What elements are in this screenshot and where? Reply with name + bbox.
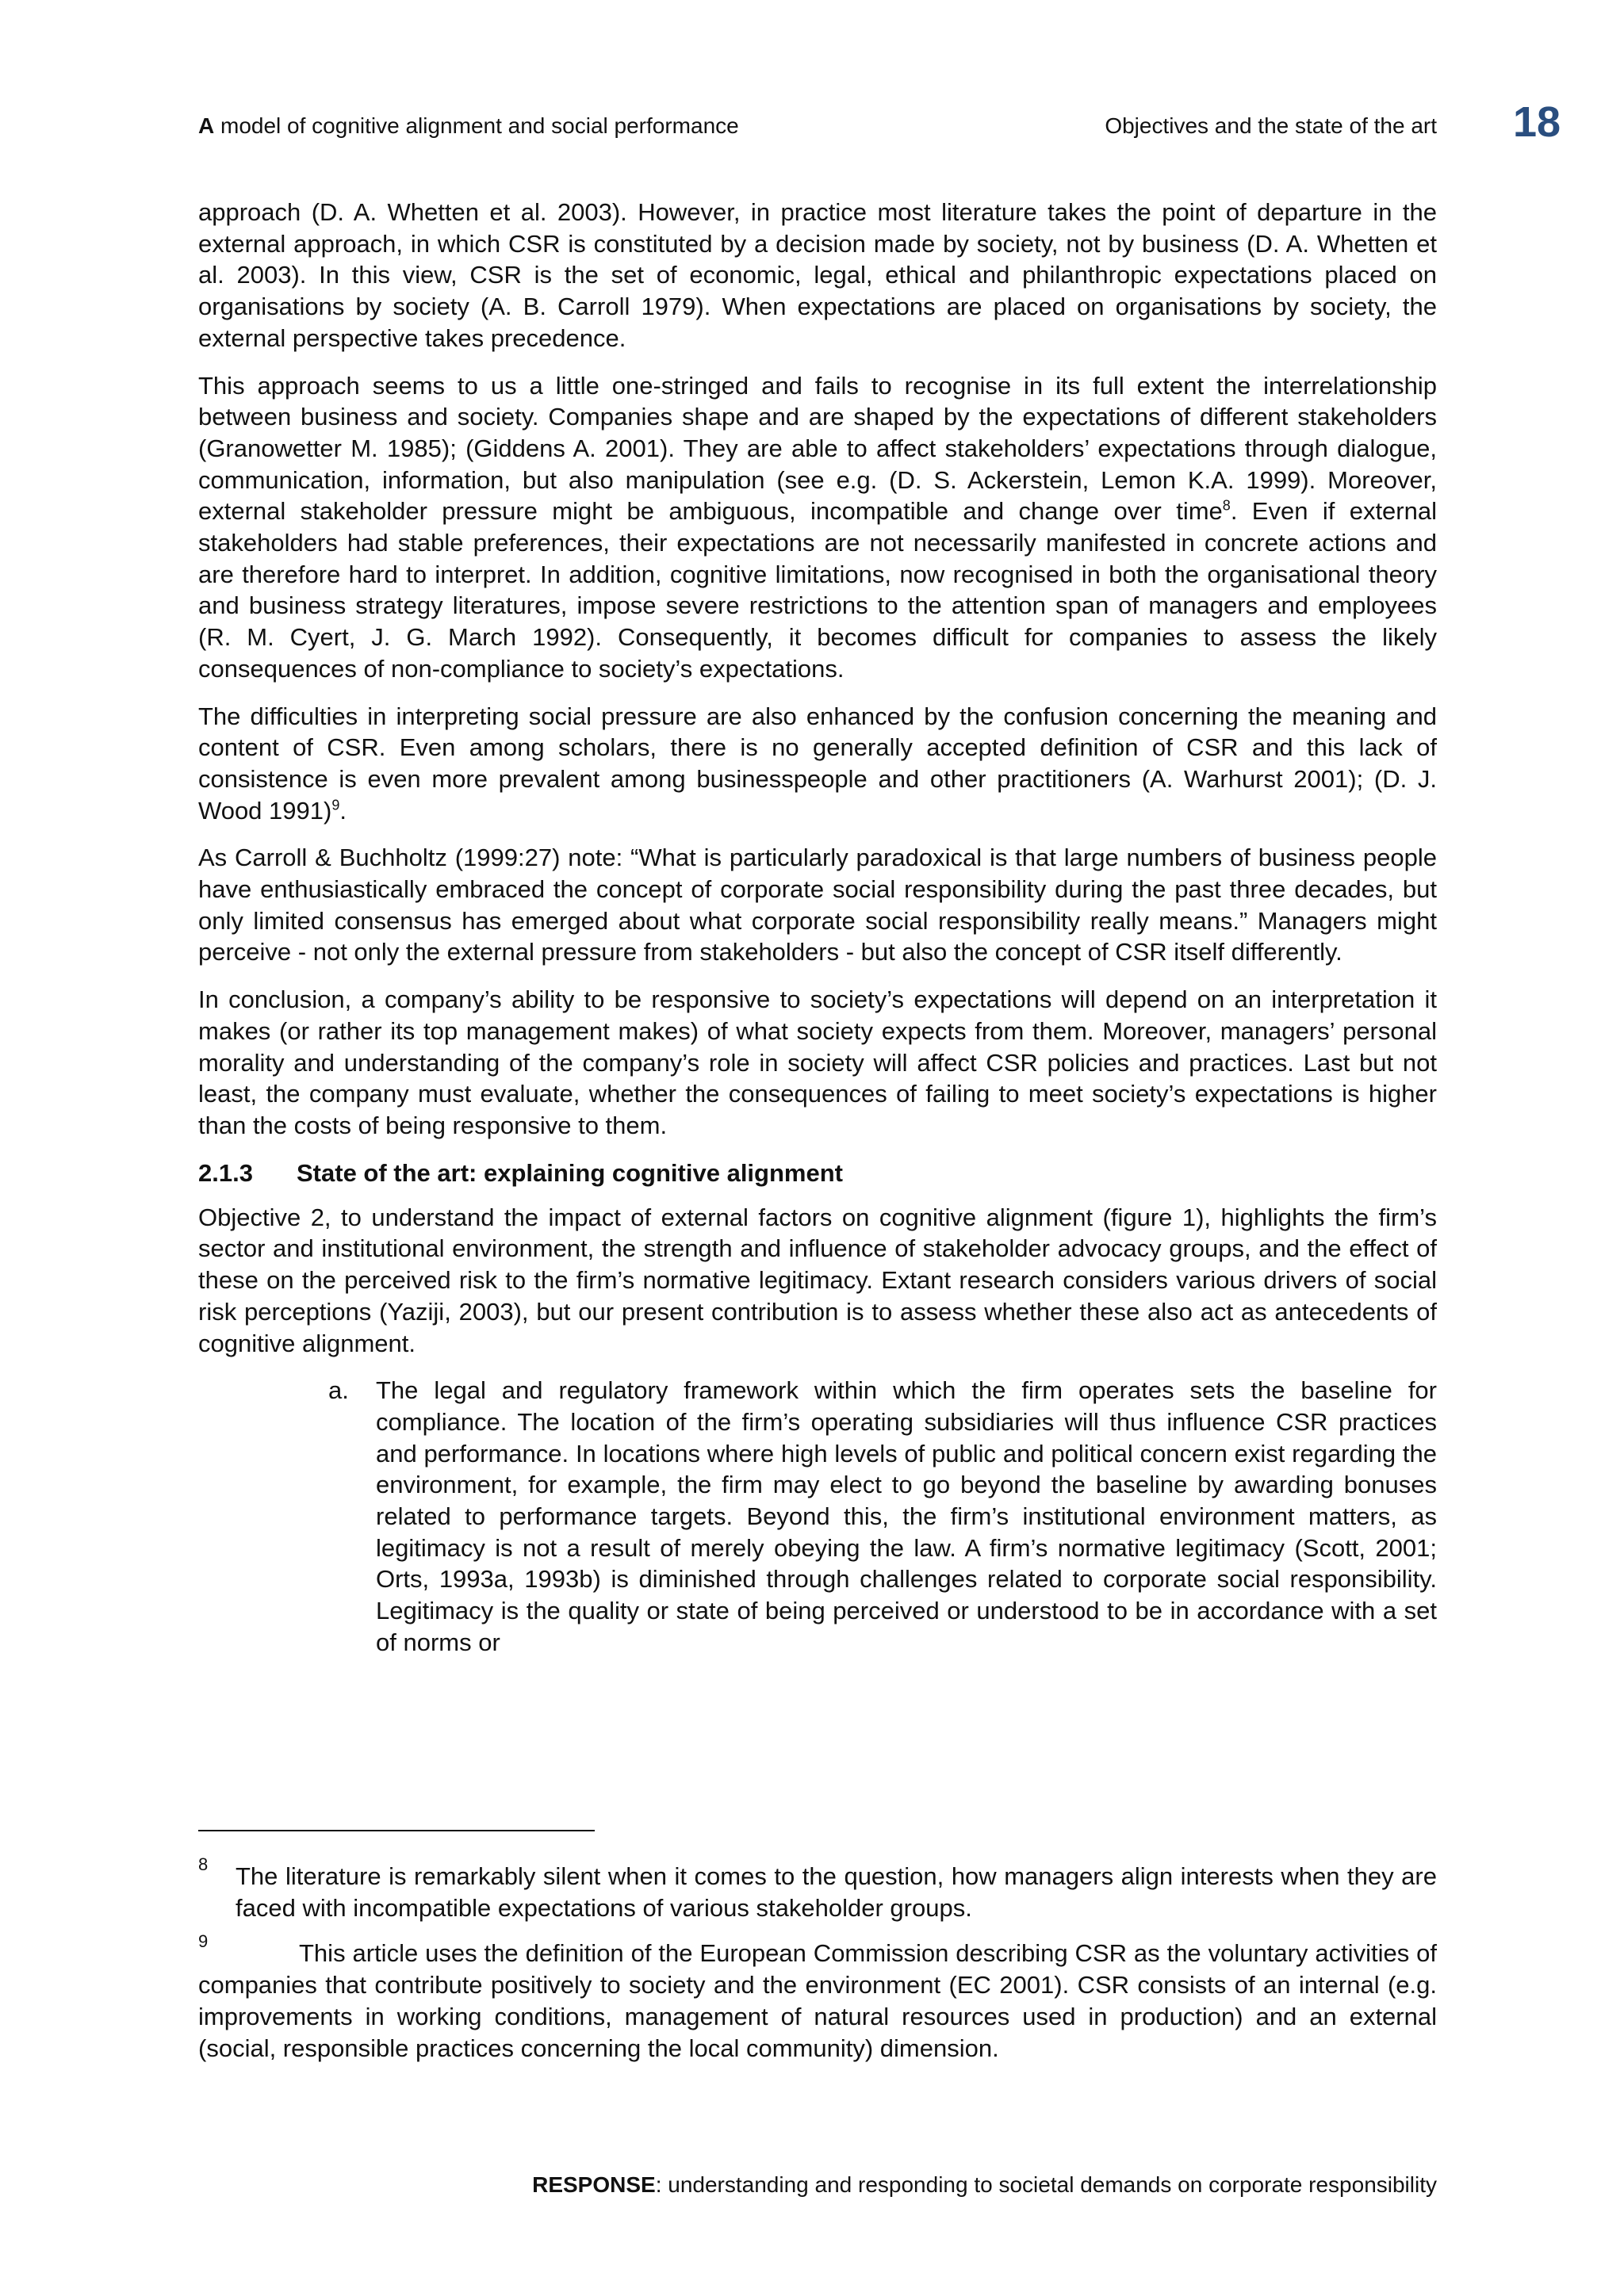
list-marker: a. (328, 1376, 349, 1405)
footnote-8-mark: 8 (198, 1854, 209, 1874)
running-header-title (198, 112, 739, 140)
header-title-bold: A (198, 113, 215, 138)
footnote-ref-8[interactable]: 8 (1222, 498, 1231, 514)
section-heading-text: State of the art: explaining cognitive alignment (297, 1158, 843, 1187)
section-heading-number: 2.1.3 (198, 1158, 253, 1187)
section-heading (198, 1158, 1437, 1189)
footnote-ref-9[interactable]: 9 (331, 797, 340, 813)
paragraph-2-part-a: This approach seems to us a little one-stringed and fails to recognise in its full extent the interrelationship between business and society. Companies shape and are shaped by the expectations of different stakeholders (Granowetter M. 1985); (Giddens A. 2001). They are able to affect stakeholders’ expectations through dialogue, communication, information, but also manipulation (see e.g. (D. S. Ackerstein, Lemon K.A. 1999). Moreover, external stakeholder pressure might be ambiguous, incompatible and change over time (198, 371, 1437, 526)
footnote-9-text: This article uses the definition of the European Commission describing CSR as the voluntary activities of companies that contribute positively to society and the environment (EC 2001). CSR consists of an internal (e.g. improvements in working conditions, management of natural resources used in production) and an external (social, responsible practices concerning the local community) dimension. (198, 1939, 1437, 2062)
header-title-rest: model of cognitive alignment and social performance (214, 113, 739, 138)
list-item-text: The legal and regulatory framework within which the firm operates sets the baseline for compliance. The location of the firm’s operating subsidiaries will thus influence CSR practices and performance. In locations where high levels of public and political concern exist regarding the environment, for example, the firm may elect to go beyond the baseline by awarding bonuses related to performance targets. Beyond this, the firm’s institutional environment matters, as legitimacy is not a result of merely obeying the law. A firm’s normative legitimacy (Scott, 2001; Orts, 1993a, 1993b) is diminished through challenges related to corporate social responsibility. Legitimacy is the quality or state of being perceived or understood to be in accordance with a set of norms or (376, 1376, 1437, 1656)
footnote-9 (198, 1931, 1437, 2064)
footnotes (198, 1854, 1437, 2078)
footnote-9-mark: 9 (198, 1931, 209, 1952)
paragraph-3-part-b: . (339, 796, 347, 825)
footnote-divider (198, 1830, 595, 1831)
footnote-8 (198, 1854, 1437, 1923)
paragraph-2 (198, 370, 1437, 685)
running-header-section: Objectives and the state of the art (1105, 113, 1437, 138)
page-number: 18 (1513, 98, 1561, 146)
paragraph-6: Objective 2, to understand the impact of external factors on cognitive alignment (figure 1), highlights the firm’s sector and institutional environment, the strength and influence of stakeholder advocacy groups, and the effect of these on the perceived risk to the firm’s normative legitimacy. Extant research considers various drivers of social risk perceptions (Yaziji, 2003), but our present contribution is to assess whether these also act as antecedents of cognitive alignment. (198, 1203, 1437, 1357)
paragraph-1: approach (D. A. Whetten et al. 2003). However, in practice most literature takes the point of departure in the external approach, in which CSR is constituted by a decision made by society, not by business (D. A. Whetten et al. 2003). In this view, CSR is the set of economic, legal, ethical and philanthropic expectations placed on organisations by society (A. B. Carroll 1979). When expectations are placed on organisations by society, the external perspective takes precedence. (198, 198, 1437, 352)
footer-brand: RESPONSE (532, 2172, 656, 2197)
paragraph-4: As Carroll & Buchholtz (1999:27) note: “What is particularly paradoxical is that large numbers of business people have enthusiastically embraced the concept of corporate social responsibility during the past three decades, but only limited consensus has emerged about what corporate social responsibility really means.” Managers might perceive - not only the external pressure from stakeholders - but also the concept of CSR itself differently. (198, 844, 1437, 966)
paragraph-5: In conclusion, a company’s ability to be responsive to society’s expectations will depend on an interpretation it makes (or rather its top management makes) of what society expects from them. Moreover, managers’ personal morality and understanding of the company’s role in society will affect CSR policies and practices. Last but not least, the company must evaluate, whether the consequences of failing to meet society’s expectations is higher than the costs of being responsive to them. (198, 985, 1437, 1139)
footnote-8-text: The literature is remarkably silent when it comes to the question, how managers align interests when they are faced with incompatible expectations of various stakeholder groups. (236, 1862, 1437, 1922)
running-footer (532, 2171, 1437, 2199)
paragraph-2-part-b: . Even if external stakeholders had stable preferences, their expectations are not necessarily manifested in concrete actions and are therefore hard to interpret. In addition, cognitive limitations, now recognised in both the organisational theory and business strategy literatures, impose severe restrictions to the attention span of managers and employees (R. M. Cyert, J. G. March 1992). Consequently, it becomes difficult for companies to assess the likely consequences of non-compliance to society’s expectations. (198, 497, 1437, 683)
paragraph-3 (198, 701, 1437, 827)
list-item-a (327, 1375, 1437, 1658)
footer-text: : understanding and responding to societal demands on corporate responsibility (655, 2172, 1437, 2197)
paragraph-3-part-a: The difficulties in interpreting social pressure are also enhanced by the confusion concerning the meaning and content of CSR. Even among scholars, there is no generally accepted definition of CSR and this lack of consistence is even more prevalent among businesspeople and other practitioners (A. Warhurst 2001); (D. J. Wood 1991) (198, 702, 1437, 825)
main-body (198, 197, 1437, 1659)
